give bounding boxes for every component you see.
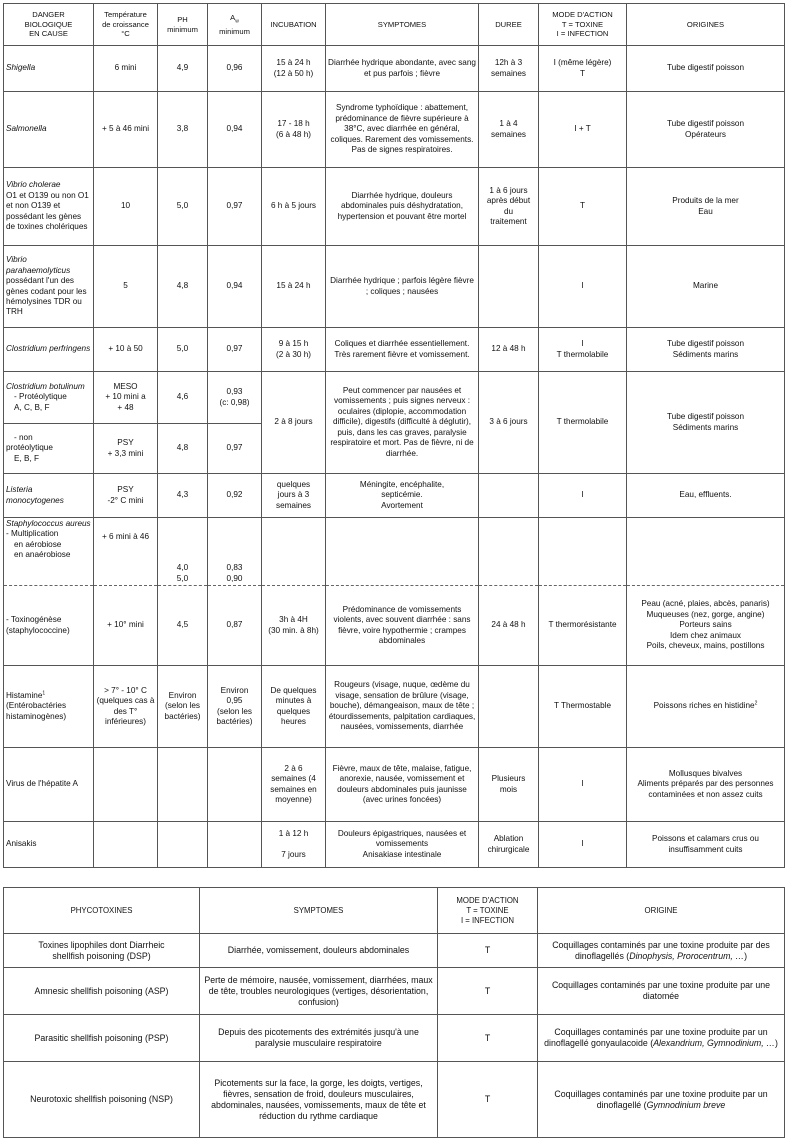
ph-cell: 5,0 [158,328,208,372]
temp-cell: 10 [94,168,158,246]
agent-name: Shigella [4,46,94,92]
header-aw: $A_w$ minimum [208,4,262,46]
table-row [4,1062,785,1138]
origines-cell: Peau (acné, plaies, abcès, panaris) Muqueuses (nez, gorge, angine) Porteurs sains Idem chez animaux Poils, cheveux, mains, postillons [627,586,785,666]
phycotoxine-name: Parasitic shellfish poisoning (PSP) [4,1015,200,1062]
header-ph: PH minimum [158,4,208,46]
aw-cell: 0,83 0,90 [208,518,262,586]
mode-cell: T Thermostable [539,666,627,748]
duree-cell: 3 à 6 jours [479,372,539,474]
symptomes-cell: Picotements sur la face, la gorge, les doigts, vertiges, fièvres, sensation de froid, douleurs musculaires, abdominales, nausées, vomissements, maux de tête et réduction du rythme cardiaque [200,1062,438,1138]
origine-cell: Coquillages contaminés par une toxine produite par un dinoflagellé gonyaulacoide (Alexandrium, Gymnodinium, …) [538,1015,785,1062]
phycotoxine-name: Neurotoxic shellfish poisoning (NSP) [4,1062,200,1138]
symptomes-cell: Diarrhée, vomissement, douleurs abdominales [200,934,438,968]
mode-cell: T thermorésistante [539,586,627,666]
aw-cell: 0,87 [208,586,262,666]
header-symptomes: SYMPTOMES [326,4,479,46]
header-origines: ORIGINES [627,4,785,46]
origine-cell: Coquillages contaminés par une toxine produite par des dinoflagellés (Dinophysis, Prorocentrum, …) [538,934,785,968]
incubation-cell: 2 à 6 semaines (4 semaines en moyenne) [262,748,326,822]
header-phycotoxines: PHYCOTOXINES [4,888,200,934]
table-row [4,372,785,424]
symptomes-cell: Coliques et diarrhée essentiellement. Très rarement fièvre et vomissement. [326,328,479,372]
duree-cell: Ablation chirurgicale [479,822,539,868]
duree-cell [479,246,539,328]
ph-cell [158,748,208,822]
mode-cell [539,518,627,586]
temp-cell: MESO + 10 mini a + 48 [94,372,158,424]
incubation-cell: 1 à 12 h 7 jours [262,822,326,868]
temp-cell: + 6 mini à 46 [94,518,158,586]
duree-cell [479,666,539,748]
aw-cell: 0,92 [208,474,262,518]
origines-cell: Tube digestif poisson Sédiments marins [627,372,785,474]
duree-cell: 12h à 3 semaines [479,46,539,92]
origines-cell [627,518,785,586]
origines-cell: Marine [627,246,785,328]
ph-cell: 5,0 [158,168,208,246]
temp-cell: PSY -2° C mini [94,474,158,518]
duree-cell: 24 à 48 h [479,586,539,666]
symptomes-cell: Méningite, encéphalite, septicémie. Avortement [326,474,479,518]
symptomes-cell: Diarrhée hydrique abondante, avec sang et pus parfois ; fièvre [326,46,479,92]
table-row [4,246,785,328]
mode-cell: I [539,748,627,822]
aw-cell: 0,93 (c: 0,98) [208,372,262,424]
aw-cell: 0,96 [208,46,262,92]
aw-cell: 0,97 [208,168,262,246]
temp-cell: 5 [94,246,158,328]
origines-cell: Mollusques bivalves Aliments préparés par des personnes contaminées et non assez cuits [627,748,785,822]
phycotoxine-name: Amnesic shellfish poisoning (ASP) [4,968,200,1015]
symptomes-cell: Douleurs épigastriques, nausées et vomissements Anisakiase intestinale [326,822,479,868]
phycotoxines-table [3,887,785,1138]
header-row [4,4,785,46]
symptomes-cell: Perte de mémoire, nausée, vomissement, diarrhées, maux de tête, troubles neurologiques (vertiges, désorientation, confusion) [200,968,438,1015]
symptomes-cell [326,518,479,586]
incubation-cell: 9 à 15 h (2 à 30 h) [262,328,326,372]
symptomes-cell: Syndrome typhoïdique : abattement, prédominance de fièvre supérieure à 38°C, avec diarrhée en général, coliques. Rarement des vomissements. Pas de signes respiratoires. [326,92,479,168]
origine-cell: Coquillages contaminés par une toxine produite par une diatomée [538,968,785,1015]
table-row [4,168,785,246]
mode-cell: I [539,474,627,518]
agent-name: Histamine$^1$ (Entérobactéries histaminogènes) [4,666,94,748]
header-incubation: INCUBATION [262,4,326,46]
mode-cell: I + T [539,92,627,168]
mode-cell: I (même légère) T [539,46,627,92]
incubation-cell: quelques jours à 3 semaines [262,474,326,518]
aw-cell: Environ 0,95 (selon les bactéries) [208,666,262,748]
agent-name: Clostridium perfringens [4,328,94,372]
temp-cell: > 7° - 10° C (quelques cas à des T° inférieures) [94,666,158,748]
table-row [4,822,785,868]
header-mode: MODE D'ACTION T = TOXINE I = INFECTION [539,4,627,46]
agent-name: Vibrio cholerae O1 et O139 ou non O1 et non O139 et possédant les gènes de toxines cholériques [4,168,94,246]
ph-cell [158,822,208,868]
table-row [4,474,785,518]
header-danger: DANGER BIOLOGIQUE EN CAUSE [4,4,94,46]
table-row [4,968,785,1015]
ph-cell: 4,6 [158,372,208,424]
ph-cell: 4,8 [158,246,208,328]
temp-cell: + 10 à 50 [94,328,158,372]
table-row [4,518,785,586]
incubation-cell: 3h à 4H (30 min. à 8h) [262,586,326,666]
origines-cell: Poissons et calamars crus ou insuffisamment cuits [627,822,785,868]
symptomes-cell: Diarrhée hydrique, douleurs abdominales puis déshydratation, hypertension et pouvant être mortel [326,168,479,246]
duree-cell: 1 à 4 semaines [479,92,539,168]
duree-cell [479,474,539,518]
mode-cell: T [438,968,538,1015]
mode-cell: I T thermolabile [539,328,627,372]
ph-cell: 4,3 [158,474,208,518]
table-row [4,748,785,822]
symptomes-cell: Diarrhée hydrique ; parfois légère fièvre ; coliques ; nausées [326,246,479,328]
header-row [4,888,785,934]
table-row [4,46,785,92]
agent-name: Vibrio parahaemolyticus possédant l'un des gènes codant pour les hémolysines TDR ou TRH [4,246,94,328]
symptomes-cell: Rougeurs (visage, nuque, œdème du visage, sensation de brûlure (visage, bouche), démangeaison, maux de tête ; étourdissements, palpitation cardiaques, nausées, vomissements, diarrhée [326,666,479,748]
phycotoxine-name: Toxines lipophiles dont Diarrheic shellfish poisoning (DSP) [4,934,200,968]
ph-cell: 4,5 [158,586,208,666]
table-row [4,328,785,372]
ph-cell: Environ (selon les bactéries) [158,666,208,748]
header-mode: MODE D'ACTION T = TOXINE I = INFECTION [438,888,538,934]
mode-cell: I [539,822,627,868]
table-row [4,92,785,168]
mode-cell: T [438,934,538,968]
duree-cell: 12 à 48 h [479,328,539,372]
incubation-cell: 6 h à 5 jours [262,168,326,246]
table-row [4,1015,785,1062]
incubation-cell: 15 à 24 h [262,246,326,328]
header-symptomes: SYMPTOMES [200,888,438,934]
table-row [4,666,785,748]
aw-cell [208,822,262,868]
origine-cell: Coquillages contaminés par une toxine produite par un dinoflagellé (Gymnodinium breve [538,1062,785,1138]
incubation-cell: De quelques minutes à quelques heures [262,666,326,748]
table-row [4,934,785,968]
duree-cell: Plusieurs mois [479,748,539,822]
symptomes-cell: Peut commencer par nausées et vomissements ; puis signes nerveux : oculaires (diplopie, accommodation difficile), digestifs (difficulté à déglutir), puis, dans les cas graves, paralysie respiratoire et mort. Pas de fièvre, ni de diarrhée. [326,372,479,474]
temp-cell: PSY + 3,3 mini [94,424,158,474]
aw-cell: 0,97 [208,328,262,372]
ph-cell: 4,0 5,0 [158,518,208,586]
incubation-cell: 15 à 24 h (12 à 50 h) [262,46,326,92]
agent-name: Staphylococcus aureus - Multiplication en aérobiose en anaérobiose [4,518,94,586]
origines-cell: Tube digestif poisson Opérateurs [627,92,785,168]
table-row [4,586,785,666]
symptomes-cell: Depuis des picotements des extrémités jusqu'à une paralysie musculaire respiratoire [200,1015,438,1062]
origines-cell: Eau, effluents. [627,474,785,518]
agent-name: - Toxinogénèse (staphylococcine) [4,586,94,666]
agent-name: Anisakis [4,822,94,868]
temp-cell: + 5 à 46 mini [94,92,158,168]
header-temperature: Température de croissance °C [94,4,158,46]
incubation-cell: 2 à 8 jours [262,372,326,474]
ph-cell: 4,9 [158,46,208,92]
aw-cell: 0,97 [208,424,262,474]
aw-cell: 0,94 [208,92,262,168]
incubation-cell: 17 - 18 h (6 à 48 h) [262,92,326,168]
mode-cell: T [438,1015,538,1062]
danger-table [3,3,785,868]
origines-cell: Tube digestif poisson Sédiments marins [627,328,785,372]
header-duree: DUREE [479,4,539,46]
origines-cell: Produits de la mer Eau [627,168,785,246]
temp-cell [94,822,158,868]
agent-name: Virus de l'hépatite A [4,748,94,822]
symptomes-cell: Fièvre, maux de tête, malaise, fatigue, anorexie, nausée, vomissement et douleurs abdominales puis jaunisse (avec urines foncées) [326,748,479,822]
mode-cell: T [438,1062,538,1138]
mode-cell: I [539,246,627,328]
header-origine: ORIGINE [538,888,785,934]
symptomes-cell: Prédominance de vomissements violents, avec souvent diarrhée : sans fièvre, voire hypothermie ; crampes abdominales [326,586,479,666]
agent-name: - non protéolytique E, B, F [4,424,94,474]
agent-name: Clostridium botulinum - Protéolytique A, C, B, F [4,372,94,424]
incubation-cell [262,518,326,586]
duree-cell: 1 à 6 jours après début du traitement [479,168,539,246]
duree-cell [479,518,539,586]
origines-cell: Tube digestif poisson [627,46,785,92]
aw-cell: 0,94 [208,246,262,328]
origines-cell: Poissons riches en histidine$^2$ [627,666,785,748]
agent-name: Salmonella [4,92,94,168]
temp-cell: + 10° mini [94,586,158,666]
aw-cell [208,748,262,822]
agent-name: Listeria monocytogenes [4,474,94,518]
ph-cell: 3,8 [158,92,208,168]
mode-cell: T [539,168,627,246]
mode-cell: T thermolabile [539,372,627,474]
temp-cell: 6 mini [94,46,158,92]
temp-cell [94,748,158,822]
ph-cell: 4,8 [158,424,208,474]
